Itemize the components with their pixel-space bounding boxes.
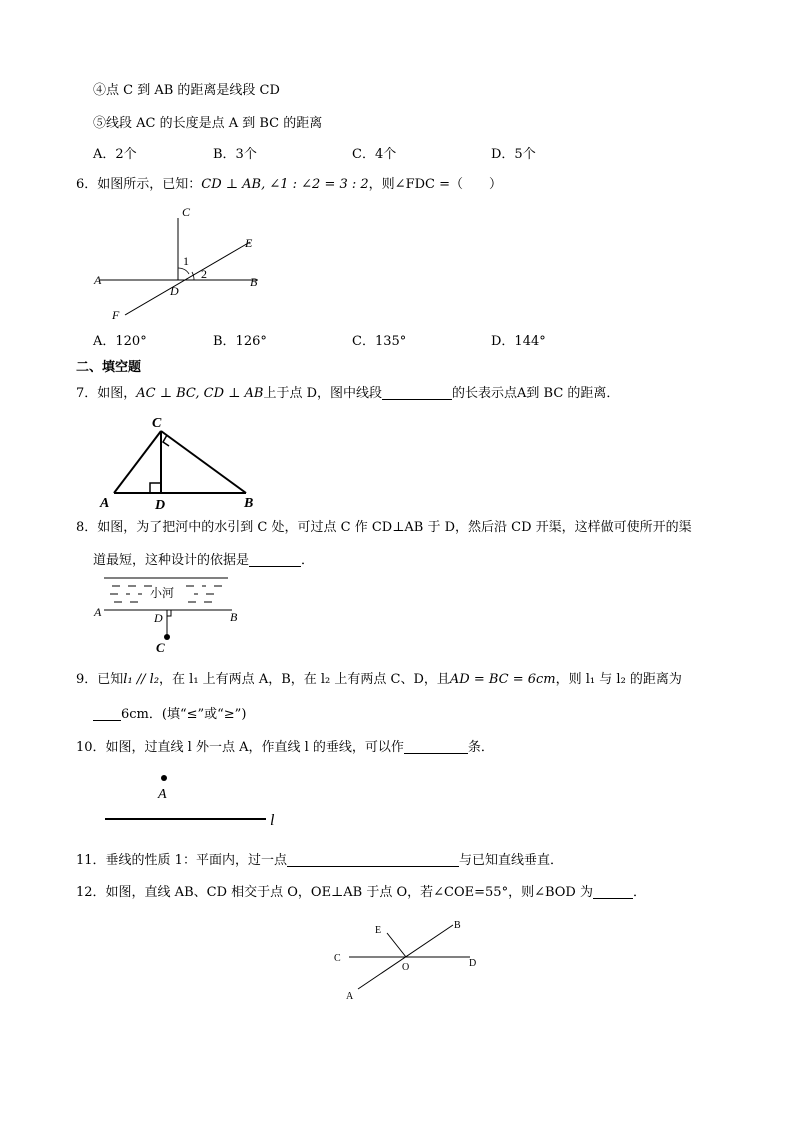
q11-answer-blank[interactable] xyxy=(287,852,459,867)
q6-label-b: B xyxy=(250,275,258,289)
q12-label-d: D xyxy=(469,958,477,969)
q8-stem-line2: 道最短，这种设计的依据是 ． xyxy=(93,553,315,568)
q9-stem-line1: 9．已知l₁ // l₂，在 l₁ 上有两点 A，B，在 l₂ 上有两点 C、D，且AD = BC = 6cm，则 l₁ 与 l₂ 的距离为 xyxy=(76,672,682,687)
q7-figure xyxy=(98,412,268,512)
q5-item-4: ④点 C 到 AB 的距离是线段 CD xyxy=(93,83,280,98)
q5-option-a: A．2个 xyxy=(93,147,137,162)
q6-math: CD ⊥ AB, ∠1 : ∠2 = 3 : 2 xyxy=(201,177,369,192)
q10-figure xyxy=(100,768,290,833)
q7-stem: 7．如图，AC ⊥ BC, CD ⊥ AB上于点 D，图中线段 的长表示点A到 BC 的距离． xyxy=(76,386,620,401)
q7-label-d: D xyxy=(155,498,166,512)
q6-label-f: F xyxy=(112,308,120,322)
q10-label-l: l xyxy=(270,812,275,829)
q12-answer-blank[interactable] xyxy=(593,884,633,899)
q6-angle-2: 2 xyxy=(201,267,207,281)
q7-label-a: A xyxy=(100,496,110,511)
q12-label-c: C xyxy=(334,953,341,964)
q8-answer-blank[interactable] xyxy=(249,552,301,567)
q8-label-d: D xyxy=(154,611,163,625)
q6-figure xyxy=(90,200,280,325)
q8-figure xyxy=(90,570,250,655)
q6-label-c: C xyxy=(182,205,191,219)
q9-stem-line2: 6cm．(填“≤”或“≥”) xyxy=(93,706,246,724)
q5-option-c: C．4个 xyxy=(352,147,397,162)
q12-figure xyxy=(330,915,490,1005)
q8-label-a: A xyxy=(94,605,102,619)
q8-stem-line1: 8．如图，为了把河中的水引到 C 处，可过点 C 作 CD⊥AB 于 D，然后沿 CD 开渠，这样做可使所开的渠 xyxy=(76,520,692,535)
q10-label-a: A xyxy=(158,787,167,802)
q11-stem: 11．垂线的性质 1：平面内，过一点 与已知直线垂直． xyxy=(76,853,563,868)
q9-answer-blank[interactable] xyxy=(93,706,121,721)
q12-stem: 12．如图，直线 AB、CD 相交于点 O，OE⊥AB 于点 O，若∠COE=55°，则∠BOD 为 ． xyxy=(76,885,646,900)
q6-option-a: A．120° xyxy=(93,334,147,349)
section-title: 二、填空题 xyxy=(76,360,142,375)
q7-label-c: C xyxy=(152,416,162,431)
q6-stem: 6．如图所示，已知：CD ⊥ AB, ∠1 : ∠2 = 3 : 2，则∠FDC =（ ） xyxy=(76,177,502,192)
q7-answer-blank[interactable] xyxy=(382,385,452,400)
q6-option-d: D．144° xyxy=(491,334,546,349)
q8-label-b: B xyxy=(230,610,238,624)
q10-stem: 10．如图，过直线 l 外一点 A，作直线 l 的垂线，可以作 条． xyxy=(76,740,494,755)
q6-label-d: D xyxy=(170,284,179,298)
q7-label-b: B xyxy=(244,496,254,511)
q6-option-b: B．126° xyxy=(213,334,267,349)
q12-label-a: A xyxy=(346,991,354,1002)
q6-option-c: C．135° xyxy=(352,334,407,349)
q5-option-d: D．5个 xyxy=(491,147,536,162)
q10-answer-blank[interactable] xyxy=(404,739,468,754)
q6-label-e: E xyxy=(245,236,253,250)
q8-label-c: C xyxy=(156,640,165,655)
q6-label-a: A xyxy=(94,273,102,287)
q5-item-5: ⑤线段 AC 的长度是点 A 到 BC 的距离 xyxy=(93,116,323,131)
q12-label-b: B xyxy=(454,920,461,931)
q5-option-b: B．3个 xyxy=(213,147,257,162)
q8-river-label: 小河 xyxy=(150,586,175,600)
q6-angle-1: 1 xyxy=(183,254,189,268)
q12-label-e: E xyxy=(375,925,382,936)
q12-label-o: O xyxy=(402,962,410,973)
